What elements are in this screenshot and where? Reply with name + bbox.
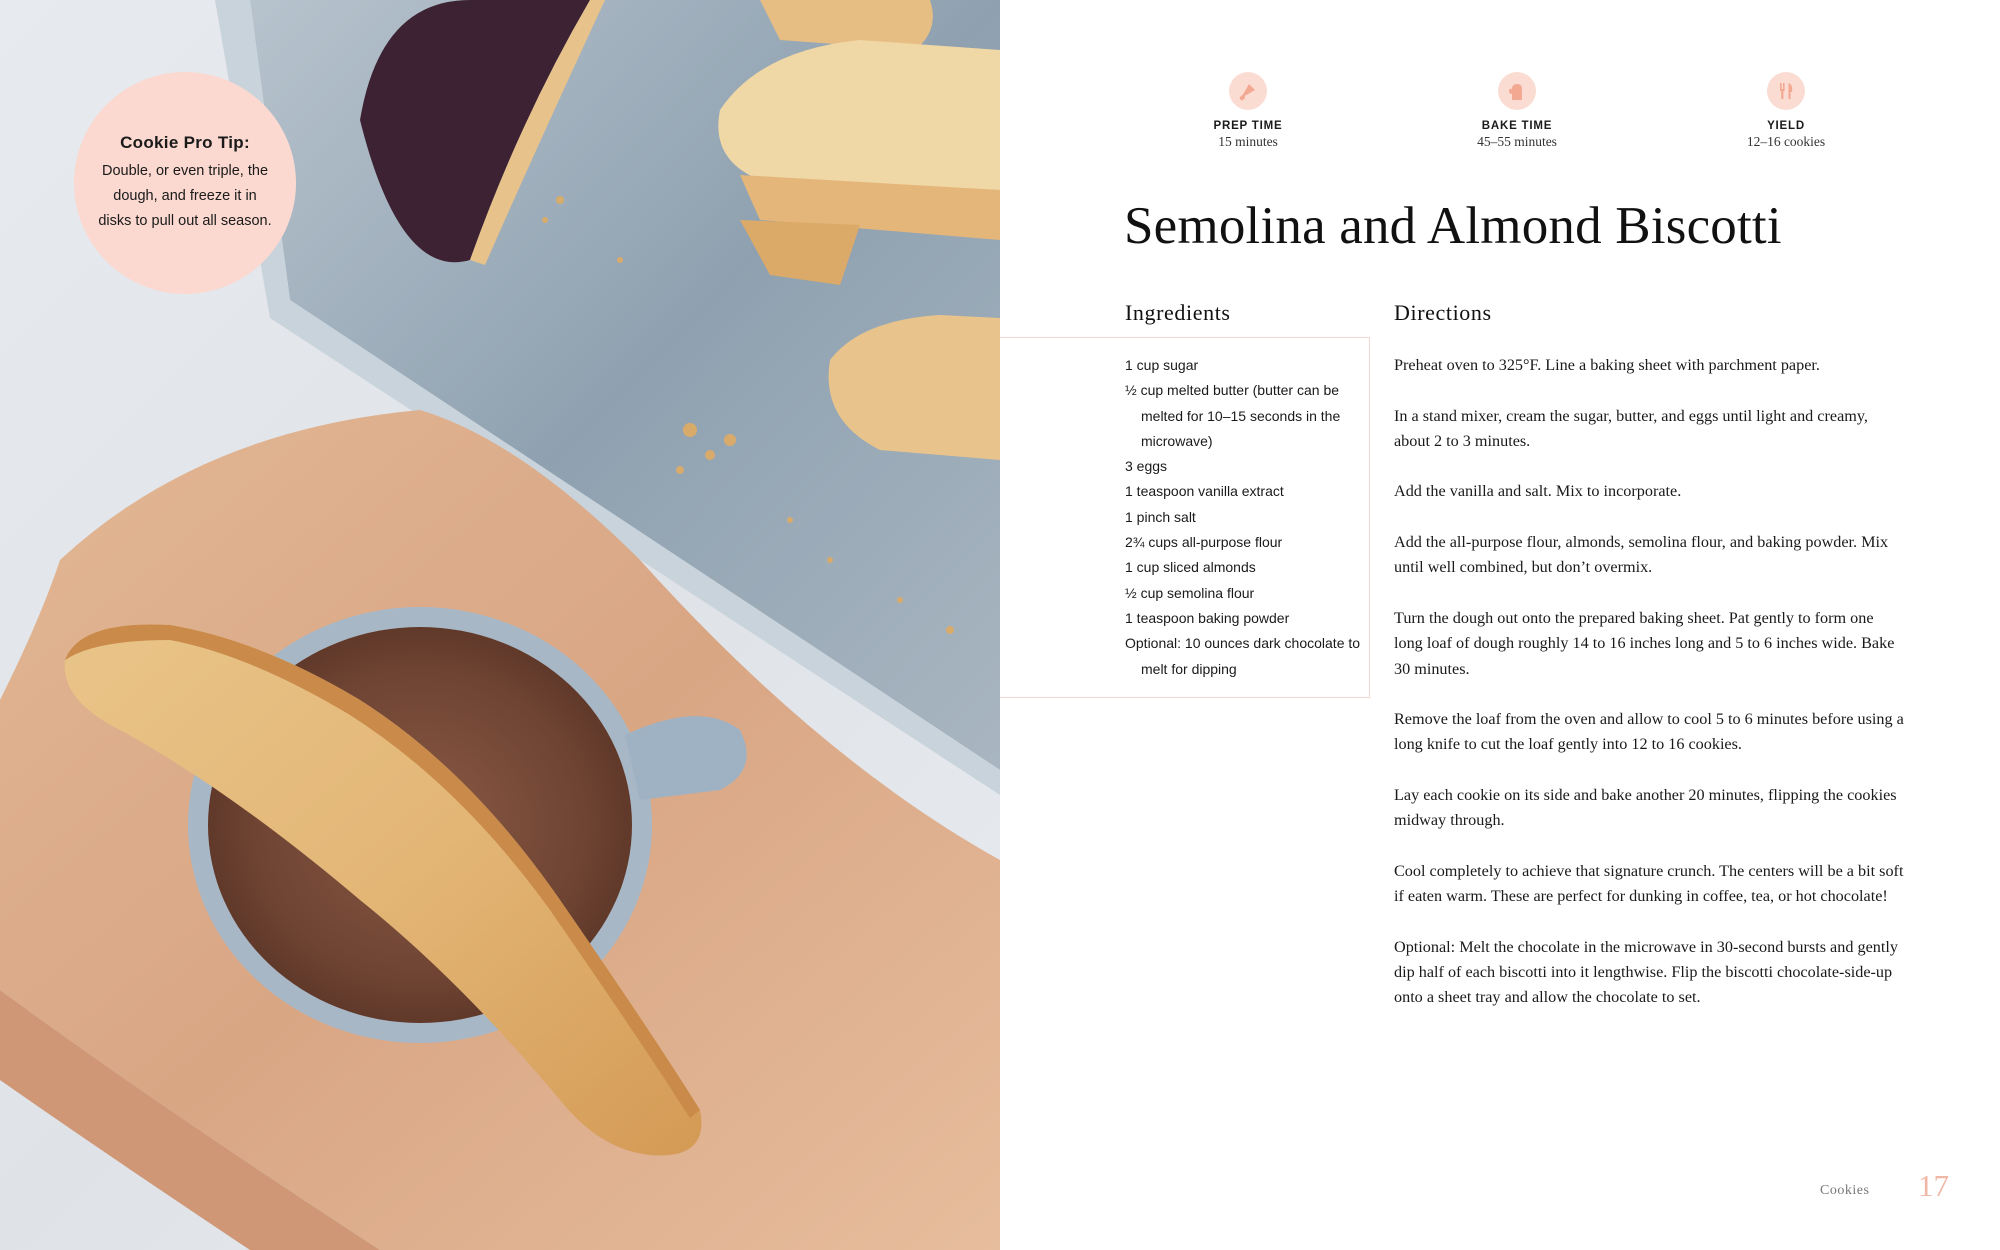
yield-value: 12–16 cookies xyxy=(1746,134,1826,149)
ingredient-item: 1 teaspoon vanilla extract xyxy=(1125,483,1284,500)
direction-step: Preheat oven to 325°F. Line a baking sheet with parchment paper. xyxy=(1394,356,1820,374)
pro-tip-title: Cookie Pro Tip: xyxy=(120,132,250,152)
directions-heading: Directions xyxy=(1394,300,1492,325)
direction-step: Add the vanilla and salt. Mix to incorporate. xyxy=(1394,482,1682,501)
ingredient-item: 1 cup sliced almonds xyxy=(1125,559,1256,576)
bake-time-value: 45–55 minutes xyxy=(1477,134,1557,149)
direction-step: Turn the dough out onto the prepared baking sheet. Pat gently to form one long loaf of dough roughly 14 to 16 inches long and 5 to 6 inches wide. Bake 30 minutes. xyxy=(1394,608,1895,678)
ingredient-item: 1 pinch salt xyxy=(1125,508,1196,525)
recipe-title: Semolina and Almond Biscotti xyxy=(1124,197,1782,255)
prep-time xyxy=(1148,72,1348,150)
oven-mitt-icon xyxy=(1498,72,1536,110)
direction-step: Remove the loaf from the oven and allow to cool 5 to 6 minutes before using a long knife to cut the loaf gently into 12 to 16 cookies. xyxy=(1394,710,1904,754)
ingredient-item: Optional: 10 ounces dark chocolate to melt for dipping xyxy=(1125,635,1361,677)
fork-knife-icon xyxy=(1767,72,1805,110)
direction-step: Cool completely to achieve that signature crunch. The centers will be a bit soft if eaten warm. These are perfect for dunking in coffee, tea, or hot chocolate! xyxy=(1394,861,1904,906)
direction-step: Add the all-purpose flour, almonds, semolina flour, and baking powder. Mix until well combined, but don’t overmix. xyxy=(1394,533,1889,577)
directions-list xyxy=(1394,353,1906,1036)
ingredients-heading: Ingredients xyxy=(1125,300,1231,325)
ingredient-item: ½ cup melted butter (butter can be melted for 10–15 seconds in the microwave) xyxy=(1125,382,1341,449)
bake-time xyxy=(1417,72,1617,150)
ingredient-item: 1 teaspoon baking powder xyxy=(1125,609,1290,626)
ingredients-list xyxy=(1125,353,1370,682)
pro-tip-body: Double, or even triple, the dough, and freeze it in disks to pull out all season. xyxy=(98,162,272,229)
ingredient-item: 2¾ cups all-purpose flour xyxy=(1125,534,1283,551)
ingredient-item: 1 cup sugar xyxy=(1125,357,1199,373)
direction-step: In a stand mixer, cream the sugar, butter, and eggs until light and creamy, about 2 to 3 minutes. xyxy=(1394,406,1868,450)
prep-time-value: 15 minutes xyxy=(1218,134,1278,149)
footer-section-name: Cookies xyxy=(1820,1183,1870,1198)
ingredient-item: ½ cup semolina flour xyxy=(1125,584,1255,601)
yield-label: YIELD xyxy=(1767,120,1805,132)
direction-step: Optional: Melt the chocolate in the microwave in 30-second bursts and gently dip half of each biscotti into it lengthwise. Flip the biscotti chocolate-side-up onto a sheet tray and allow the chocolate to set. xyxy=(1394,937,1898,1007)
pastry-bag-icon xyxy=(1229,72,1267,110)
yield xyxy=(1686,72,1886,150)
direction-step: Lay each cookie on its side and bake another 20 minutes, flipping the cookies midway through. xyxy=(1394,786,1897,830)
pro-tip-bubble xyxy=(74,72,296,294)
ingredient-item: 3 eggs xyxy=(1125,458,1168,475)
bake-time-label: BAKE TIME xyxy=(1481,120,1553,132)
prep-time-label: PREP TIME xyxy=(1213,120,1283,132)
page-number: 17 xyxy=(1918,1168,1949,1203)
